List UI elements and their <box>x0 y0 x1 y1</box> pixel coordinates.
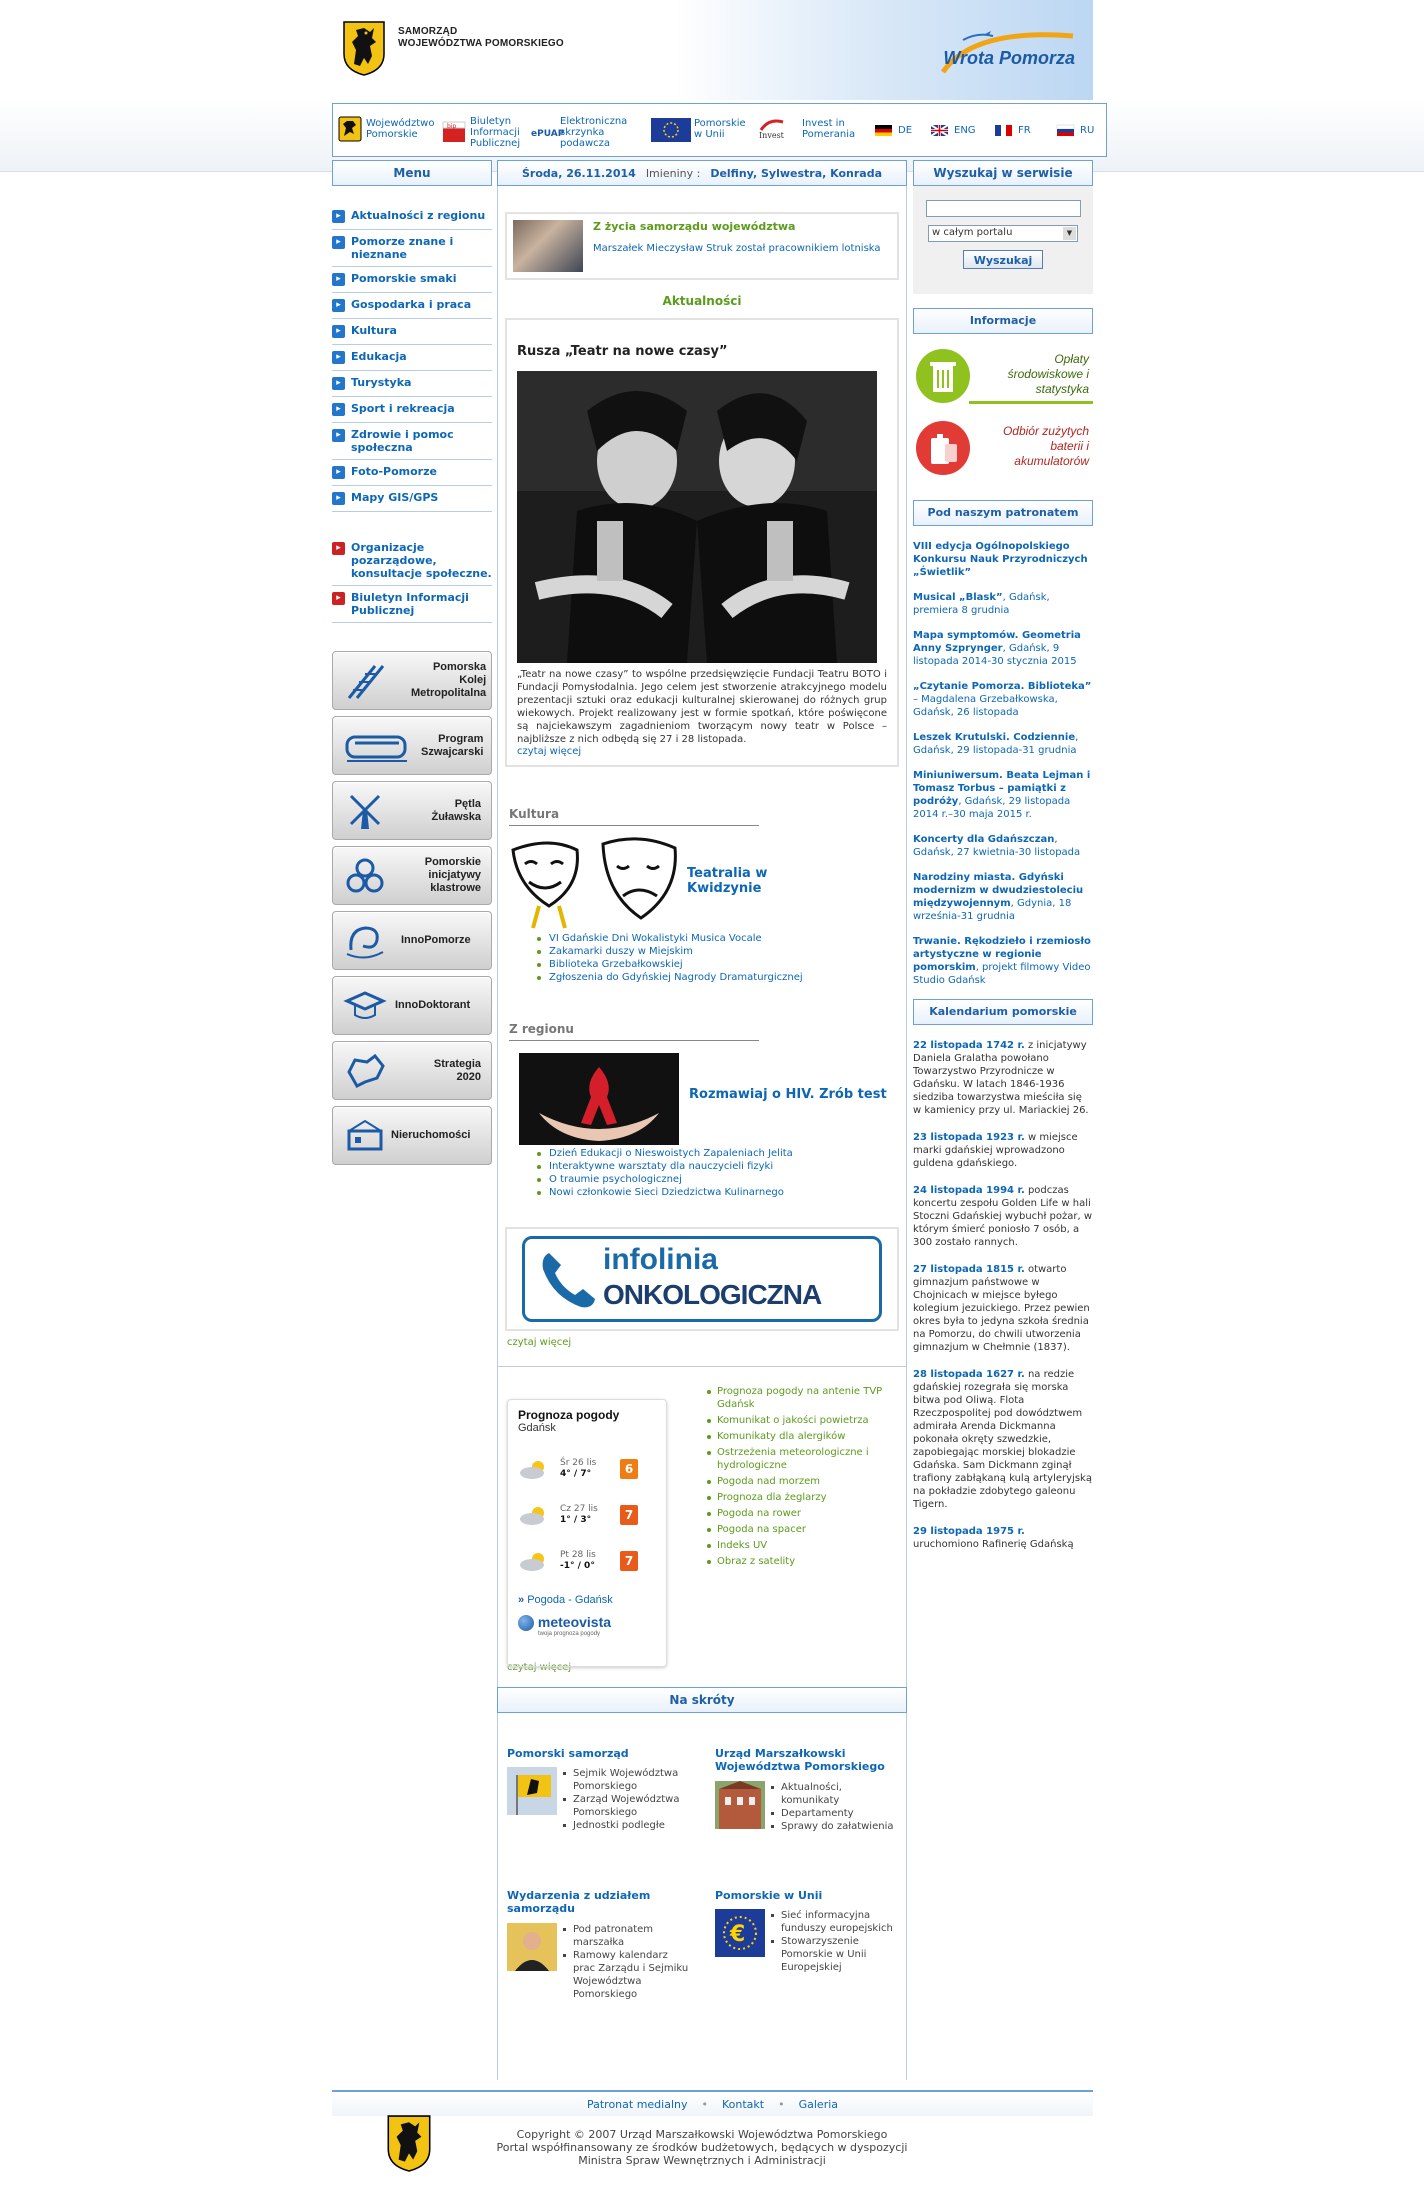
list-item[interactable]: Sieć informacyjna funduszy europejskich <box>771 1909 901 1935</box>
site-header <box>332 0 1093 100</box>
arrow-bullet-icon: ▸ <box>332 299 345 312</box>
map-region-icon <box>345 1052 385 1090</box>
list-item[interactable]: Zgłoszenia do Gdyńskiej Nagrody Dramaturgicznej <box>537 971 907 984</box>
menu-header: Menu <box>332 160 492 186</box>
patronat-item-title: Musical „Blask” <box>913 592 1003 603</box>
person-photo-icon[interactable] <box>507 1923 557 1971</box>
link-epuap[interactable] <box>531 116 638 149</box>
promo-buttons <box>332 651 492 1165</box>
patronat-item-title: Mapa symptomów. Geometria Anny Szprynger <box>913 630 1081 654</box>
current-date: Środa, 26.11.2014 <box>522 166 636 180</box>
footer-links <box>332 2090 1093 2116</box>
infolinia-line1: infolinia <box>603 1243 718 1276</box>
patronat-item-details: , Gdańsk, 27 kwietnia-30 listopada <box>913 834 1081 858</box>
svg-text:Invest: Invest <box>759 131 784 140</box>
zycie-link[interactable]: Marszałek Mieczysław Struk został pracownikiem lotniska <box>593 243 881 254</box>
crest-icon <box>337 116 363 142</box>
flag-de-icon <box>875 125 892 136</box>
search-scope-select[interactable]: w całym portalu ▼ <box>928 225 1078 242</box>
weather-day <box>518 1492 656 1538</box>
menu-label: Aktualności z regionu <box>351 209 486 222</box>
kultura-feature-title[interactable]: Teatralia w Kwidzynie <box>687 866 768 896</box>
weather-city: Gdańsk <box>518 1422 556 1434</box>
trash-bin-icon <box>915 348 971 404</box>
svg-text:ePUAP: ePUAP <box>531 128 565 139</box>
kalendarium-item <box>913 1131 1093 1170</box>
news-photo[interactable] <box>517 371 877 663</box>
partly-cloudy-icon <box>518 1459 550 1479</box>
patronat-item-title: Leszek Krutulski. Codziennie <box>913 732 1076 743</box>
epuap-icon <box>531 120 565 146</box>
list-item[interactable]: Ostrzeżenia meteorologiczne i hydrologiczne <box>707 1446 902 1472</box>
menu-label: Edukacja <box>351 350 407 363</box>
weather-day <box>518 1446 656 1492</box>
skroty-list <box>771 1909 901 1974</box>
promo-strategia[interactable] <box>332 1041 492 1100</box>
list-item[interactable]: Nowi członkowie Sieci Dziedzictwa Kulinarnego <box>537 1186 907 1199</box>
patronat-item-details: , Gdynia, 18 września-31 grudnia <box>913 898 1072 922</box>
kalendarium-text: podczas koncertu zespołu Golden Life w hali Stoczni Gdańskiej wybuchł pożar, w którym śmierć poniosło 7 osób, a 300 zostało rannych. <box>913 1185 1093 1248</box>
news-more-link[interactable]: czytaj więcej <box>517 746 582 757</box>
list-item[interactable]: Stowarzyszenie Pomorskie w Unii Europejskiej <box>771 1935 901 1974</box>
patronat-item-details: , Gdańsk, premiera 8 grudnia <box>913 592 1050 616</box>
region-section-title[interactable]: Z regionu <box>509 1022 759 1041</box>
lang-label: RU <box>1080 125 1095 136</box>
theatre-masks-icon <box>509 836 685 932</box>
lang-ru[interactable] <box>1057 125 1094 136</box>
menu-item-aktualnosci[interactable] <box>332 204 492 230</box>
nameday-label: Imieniny : <box>645 166 701 180</box>
info-banner-text: Opłaty środowiskowe i statystyka <box>1007 352 1089 396</box>
partly-cloudy-icon <box>518 1551 550 1571</box>
kalendarium-date[interactable]: 29 listopada 1975 r. <box>913 1526 1025 1537</box>
weather-section <box>497 1366 907 1674</box>
patronat-item[interactable] <box>913 680 1093 719</box>
weather-day <box>518 1538 656 1584</box>
weather-city-link[interactable] <box>518 1594 656 1606</box>
skroty-list <box>563 1923 693 2001</box>
promo-label: Program Szwajcarski <box>421 732 484 758</box>
list-item[interactable]: Pogoda na spacer <box>707 1523 902 1536</box>
arrow-bullet-icon: ▸ <box>332 429 345 442</box>
link-wojewodztwo[interactable] <box>337 116 435 142</box>
kalendarium-date[interactable]: 27 listopada 1815 r. <box>913 1264 1025 1275</box>
arrow-bullet-icon: ▸ <box>332 273 345 286</box>
patronat-item[interactable] <box>913 540 1093 579</box>
list-item[interactable]: Biblioteka Grzebałkowskiej <box>537 958 907 971</box>
list-item[interactable]: Pod patronatem marszałka <box>563 1923 693 1949</box>
patronat-item-details: , Gdańsk, 9 listopada 2014-30 stycznia 2015 <box>913 643 1077 667</box>
featured-news <box>505 318 899 767</box>
kalendarium-text: otwarto gimnazjum państwowe w Chojnicach w miejsce byłego kolegium jezuickiego. Przez pewien okres była to jedyna szkoła średnia na Pomorzu, do chwili utworzenia gimnazjum w Chełmnie (1837). <box>913 1264 1090 1353</box>
skroty-title[interactable]: Urząd Marszałkowski Województwa Pomorskiego <box>715 1747 885 1773</box>
region-feature[interactable] <box>509 1051 907 1147</box>
lang-fr[interactable] <box>995 125 1031 136</box>
weather-temp: 1° / 3° <box>560 1515 592 1525</box>
menu-label: Biuletyn Informacji Publicznej <box>351 591 469 617</box>
weather-day-info <box>560 1458 620 1480</box>
arrow-bullet-icon: ▸ <box>332 466 345 479</box>
promo-innopomorze[interactable] <box>332 911 492 970</box>
menu-item-organizacje[interactable] <box>332 536 492 586</box>
skroty-list <box>563 1767 693 1832</box>
menu-item-bip[interactable] <box>332 586 492 623</box>
zycie-samorzadu-box[interactable] <box>505 212 899 280</box>
weather-day-info <box>560 1550 620 1572</box>
lang-de[interactable] <box>875 125 912 136</box>
link-eu[interactable] <box>651 116 754 142</box>
right-column <box>913 160 1093 1565</box>
kalendarium-item <box>913 1263 1093 1354</box>
weather-index-badge: 7 <box>620 1505 638 1525</box>
region-feature-title[interactable]: Rozmawiaj o HIV. Zrób test <box>689 1087 887 1102</box>
menu-item-smaki[interactable] <box>332 267 492 293</box>
patronat-item-title: Trwanie. Rękodzieło i rzemiosło artystyczne w regionie pomorskim <box>913 936 1091 973</box>
infolinia-card <box>522 1236 882 1322</box>
footer-line: Portal współfinansowany ze środków budżetowych, będących w dyspozycji <box>496 2141 908 2154</box>
patronat-list <box>913 540 1093 987</box>
double-chevron-icon: » <box>518 1594 525 1606</box>
info-underline <box>969 401 1093 404</box>
promo-label: Pomorska Kolej Metropolitalna <box>411 661 487 699</box>
news-title[interactable]: Rusza „Teatr na nowe czasy” <box>517 344 728 359</box>
hiv-ribbon-icon <box>519 1053 679 1145</box>
patronat-item-details: – Magdalena Grzebałkowska, Gdańsk, 26 listopada <box>913 694 1058 718</box>
patronat-item[interactable] <box>913 731 1093 757</box>
patronat-item-title: VIII edycja Ogólnopolskiego Konkursu Nauk Przyrodniczych „Świetlik” <box>913 541 1088 578</box>
arrow-bullet-icon: ▸ <box>332 210 345 223</box>
menu-item-zdrowie[interactable] <box>332 423 492 460</box>
promo-nieruchomosci[interactable] <box>332 1106 492 1165</box>
weather-day-label: Śr 26 lis <box>560 1458 597 1468</box>
patronat-item[interactable] <box>913 629 1093 668</box>
weather-links <box>707 1385 902 1571</box>
footer-link-galeria[interactable]: Galeria <box>798 2097 839 2111</box>
kalendarium-item <box>913 1039 1093 1117</box>
kalendarium-list <box>913 1039 1093 1551</box>
weather-title: Prognoza pogody <box>518 1408 620 1422</box>
list-item[interactable]: Dzień Edukacji o Nieswoistych Zapaleniach Jelita <box>537 1147 907 1160</box>
lang-label: ENG <box>954 125 976 136</box>
patronat-item[interactable] <box>913 833 1093 859</box>
search-input[interactable] <box>926 200 1081 217</box>
flag-ru-icon <box>1057 125 1074 136</box>
meteovista-globe-icon <box>518 1615 534 1631</box>
windmill-icon <box>345 792 385 830</box>
patronat-item[interactable] <box>913 871 1093 923</box>
arrow-bullet-icon: ▸ <box>332 325 345 338</box>
eu-flag-icon <box>651 116 691 142</box>
partner-links-bar <box>332 103 1107 157</box>
arrow-bullet-icon: ▸ <box>332 377 345 390</box>
building-icon <box>345 1117 385 1155</box>
info-banner-text: Odbiór zużytych baterii i akumulatorów <box>1002 424 1089 468</box>
euro-sign-icon[interactable] <box>715 1909 765 1957</box>
skroty-group-unia <box>715 1889 910 1973</box>
list-item[interactable]: Sejmik Województwa Pomorskiego <box>563 1767 693 1793</box>
menu-item-pomorze[interactable] <box>332 230 492 267</box>
kalendarium-header: Kalendarium pomorskie <box>913 999 1093 1025</box>
battery-icon <box>915 420 971 476</box>
link-invest[interactable] <box>757 116 864 142</box>
list-item[interactable]: Aktualności, komunikaty <box>771 1781 901 1807</box>
arrow-bullet-icon: ▸ <box>332 351 345 364</box>
kalendarium-date[interactable]: 23 listopada 1923 r. <box>913 1132 1025 1143</box>
griffin-crest-icon[interactable] <box>342 20 386 76</box>
main-menu <box>332 204 492 623</box>
list-item[interactable]: Obraz z satelity <box>707 1555 902 1568</box>
menu-item-gospodarka[interactable] <box>332 293 492 319</box>
footer-link-patronat[interactable]: Patronat medialny <box>586 2097 688 2111</box>
kalendarium-item <box>913 1368 1093 1511</box>
menu-label: Zdrowie i pomoc społeczna <box>351 428 454 454</box>
patronat-header: Pod naszym patronatem <box>913 500 1093 526</box>
link-label: Biuletyn Informacji Publicznej <box>470 116 521 149</box>
date-bar <box>497 160 907 186</box>
list-item[interactable]: O traumie psychologicznej <box>537 1173 907 1186</box>
train-icon <box>345 727 409 765</box>
list-item[interactable]: Zakamarki duszy w Miejskim <box>537 945 907 958</box>
kalendarium-text: w miejsce marki gdańskiej wprowadzono guldena gdańskiego. <box>913 1132 1078 1169</box>
list-item[interactable]: Interaktywne warsztaty dla nauczycieli fizyki <box>537 1160 907 1173</box>
menu-label: Kultura <box>351 324 397 337</box>
promo-label: Strategia 2020 <box>433 1057 481 1083</box>
infolinia-more-link[interactable]: czytaj więcej <box>507 1337 572 1348</box>
menu-item-edukacja[interactable] <box>332 345 492 371</box>
patronat-item-details: , Gdańsk, 29 listopada-31 grudnia <box>913 732 1079 756</box>
lang-label: DE <box>898 125 913 136</box>
link-label: Invest in Pomerania <box>802 118 856 140</box>
arrow-bullet-icon: ▸ <box>332 403 345 416</box>
arrow-bullet-icon: ▸ <box>332 542 345 555</box>
lang-label: FR <box>1018 125 1031 136</box>
innopomorze-icon <box>345 922 385 960</box>
kalendarium-text: z inicjatywy Daniela Gralatha powołano Towarzystwo Przyrodnicze w Gdańsku. W latach 1846-1936 siedziba towarzystwa mieściła się w kamienicy przy ul. Mariackiej 26. <box>913 1040 1089 1116</box>
list-item[interactable]: Pogoda na rower <box>707 1507 902 1520</box>
institution-line-2: WOJEWÓDZTWA POMORSKIEGO <box>398 38 564 49</box>
weather-more-link[interactable]: czytaj więcej <box>507 1662 572 1673</box>
arrow-bullet-icon: ▸ <box>332 592 345 605</box>
search-button[interactable]: Wyszukaj <box>963 250 1043 269</box>
footer-copyright <box>472 2128 932 2167</box>
link-label: Elektroniczna skrzynka podawcza <box>560 116 628 149</box>
menu-label: Turystyka <box>351 376 412 389</box>
skroty-title[interactable]: Pomorskie w Unii <box>715 1889 823 1902</box>
search-box <box>913 186 1093 294</box>
list-item[interactable]: Komunikaty dla alergików <box>707 1430 902 1443</box>
skroty-header: Na skróty <box>497 1687 907 1713</box>
list-item[interactable]: Indeks UV <box>707 1539 902 1552</box>
promo-pkm[interactable] <box>332 651 492 710</box>
patronat-item[interactable] <box>913 935 1093 987</box>
list-item[interactable]: VI Gdańskie Dni Wokalistyki Musica Vocale <box>537 932 907 945</box>
invest-icon <box>757 116 799 142</box>
patronat-item-title: Miniuniwersum. Beata Lejman i Tomasz Torbus – pamiątki z podróży <box>913 770 1091 807</box>
promo-label: Nieruchomości <box>391 1129 471 1141</box>
flag-fr-icon <box>995 125 1012 136</box>
zycie-title[interactable]: Z życia samorządu województwa <box>593 220 796 233</box>
menu-item-kultura[interactable] <box>332 319 492 345</box>
patronat-item-details: , Gdańsk, 29 listopada 2014 r.–30 maja 2015 r. <box>913 796 1071 820</box>
arrow-bullet-icon: ▸ <box>332 492 345 505</box>
meteovista-logo[interactable] <box>518 1614 656 1637</box>
weather-city-link-label: Pogoda - Gdańsk <box>527 1594 613 1606</box>
skroty-title[interactable]: Wydarzenia z udziałem samorządu <box>507 1889 651 1915</box>
kultura-list <box>537 932 907 984</box>
left-column <box>332 160 492 1171</box>
kalendarium-item <box>913 1525 1093 1551</box>
menu-label: Foto-Pomorze <box>351 465 437 478</box>
skroty-title[interactable]: Pomorski samorząd <box>507 1747 629 1760</box>
menu-spacer <box>332 512 492 536</box>
skroty-group-wydarzenia <box>507 1889 702 2000</box>
weather-day-label: Cz 27 lis <box>560 1504 598 1514</box>
nameday-names: Delfiny, Sylwestra, Konrada <box>710 166 882 180</box>
weather-day-label: Pt 28 lis <box>560 1550 596 1560</box>
list-item[interactable]: Zarząd Województwa Pomorskiego <box>563 1793 693 1819</box>
menu-label: Gospodarka i praca <box>351 298 472 311</box>
weather-widget[interactable] <box>507 1399 667 1667</box>
infolinia-line2: ONKOLOGICZNA <box>603 1279 822 1310</box>
meteovista-tagline: twoja prognoza pogody <box>538 1631 601 1638</box>
news-section-title: Aktualności <box>662 294 742 308</box>
footer-line: Ministra Spraw Wewnętrznych i Administracji <box>578 2154 826 2167</box>
kalendarium-date[interactable]: 22 listopada 1742 r. <box>913 1040 1025 1051</box>
informacje-header: Informacje <box>913 308 1093 334</box>
list-item[interactable]: Jednostki podległe <box>563 1819 693 1832</box>
list-item[interactable]: Ramowy kalendarz prac Zarządu i Sejmiku Województwa Pomorskiego <box>563 1949 693 2001</box>
kultura-section-title[interactable]: Kultura <box>509 807 759 826</box>
skroty-group-urzad <box>715 1747 910 1832</box>
site-footer <box>332 2090 1093 2167</box>
skroty-grid <box>497 1747 907 2047</box>
kalendarium-date[interactable]: 28 listopada 1627 r. <box>913 1369 1025 1380</box>
center-column <box>497 160 907 2047</box>
footer-separator: • <box>778 2097 785 2111</box>
link-bip[interactable] <box>441 116 530 149</box>
menu-item-sport[interactable] <box>332 397 492 423</box>
info-banner-baterie[interactable] <box>913 416 1093 478</box>
link-label: Województwo Pomorskie <box>366 118 435 140</box>
promo-klastry[interactable] <box>332 846 492 905</box>
list-item[interactable]: Komunikat o jakości powietrza <box>707 1414 902 1427</box>
weather-index-badge: 7 <box>620 1551 638 1571</box>
menu-label: Pomorskie smaki <box>351 272 457 285</box>
region-list <box>537 1147 907 1199</box>
footer-line: Copyright © 2007 Urząd Marszałkowski Województwa Pomorskiego <box>516 2128 888 2141</box>
promo-label: InnoPomorze <box>401 934 471 946</box>
skroty-list <box>771 1781 901 1833</box>
partly-cloudy-icon <box>518 1505 550 1525</box>
flag-photo-icon[interactable] <box>507 1767 557 1815</box>
patronat-item-title: „Czytanie Pomorza. Biblioteka” <box>913 681 1092 692</box>
news-description: „Teatr na nowe czasy” to wspólne przedsięwzięcie Fundacji Teatru BOTO i Fundacji Pomysłodalnia. Jego celem jest stworzenie atrakcyjnego modelu prezentacji sztuki oraz edukacji kulturalnej skierowanej do różnych grup wiekowych. Projekt realizowany jest w formie spotkań, które poświęcone są najciekawszym zagadnieniom tworzącym nowy teatr w Polsce – najbliższe z nich odbędą się 27 i 28 listopada. <box>517 669 887 745</box>
railway-icon <box>345 662 385 700</box>
cluster-icon <box>345 857 385 895</box>
list-item[interactable]: Prognoza pogody na antenie TVP Gdańsk <box>707 1385 902 1411</box>
meteovista-name: meteovista <box>537 1614 612 1630</box>
kalendarium-text: na redzie gdańskiej rozegrała się morska bitwa pod Oliwą. Flota Rzeczpospolitej pod dowództwem admirała Arenda Dickmanna pokonała okręty szwedzkie, zapobiegając morskiej blokadzie Gdańska. Sam Dickmann zginął trafiony zabłąkaną kulą artyleryjską na pokładzie zdobytego galeonu Tigern. <box>913 1369 1092 1510</box>
kalendarium-text: uruchomiono Rafinerię Gdańską <box>913 1539 1074 1550</box>
menu-label: Sport i rekreacja <box>351 402 455 415</box>
footer-link-kontakt[interactable]: Kontakt <box>722 2097 765 2111</box>
footer-separator: • <box>701 2097 708 2111</box>
phone-handset-icon <box>539 1247 599 1313</box>
weather-temp: 4° / 7° <box>560 1469 592 1479</box>
griffin-crest-icon <box>386 2114 432 2172</box>
building-photo-icon[interactable] <box>715 1781 765 1829</box>
weather-temp: -1° / 0° <box>560 1561 595 1571</box>
list-item[interactable]: Pogoda nad morzem <box>707 1475 902 1488</box>
info-banner-oplaty[interactable] <box>913 344 1093 406</box>
promo-szwajcarski[interactable] <box>332 716 492 775</box>
weather-day-info <box>560 1504 620 1526</box>
institution-name[interactable] <box>398 26 564 50</box>
list-item[interactable]: Sprawy do załatwienia <box>771 1820 901 1833</box>
link-label: Pomorskie w Unii <box>694 118 746 140</box>
promo-innodoktorant[interactable] <box>332 976 492 1035</box>
search-header: Wyszukaj w serwisie <box>913 160 1093 186</box>
patronat-item-title: Narodziny miasta. Gdyński modernizm w dwudziestoleciu międzywojennym <box>913 872 1084 909</box>
menu-item-turystyka[interactable] <box>332 371 492 397</box>
menu-label: Organizacje pozarządowe, konsultacje społeczne. <box>351 541 492 580</box>
menu-item-mapy[interactable] <box>332 486 492 512</box>
list-item[interactable]: Prognoza dla żeglarzy <box>707 1491 902 1504</box>
kalendarium-date[interactable]: 24 listopada 1994 r. <box>913 1185 1025 1196</box>
bip-icon <box>441 120 467 146</box>
patronat-item-title: Koncerty dla Gdańszczan <box>913 834 1055 845</box>
kalendarium-item <box>913 1184 1093 1249</box>
promo-label: Pomorskie inicjatywy klastrowe <box>424 856 481 894</box>
svg-text:bip: bip <box>447 122 457 130</box>
zycie-photo[interactable] <box>513 220 583 272</box>
arrow-bullet-icon: ▸ <box>332 236 345 249</box>
weather-index-badge: 6 <box>620 1459 638 1479</box>
institution-line-1: SAMORZĄD <box>398 26 458 37</box>
menu-label: Mapy GIS/GPS <box>351 491 439 504</box>
graduation-cap-icon <box>345 987 385 1025</box>
skroty-group-samorzad <box>507 1747 702 1831</box>
svg-text:€: € <box>730 1922 746 1947</box>
menu-item-foto[interactable] <box>332 460 492 486</box>
promo-label: InnoDoktorant <box>395 999 471 1011</box>
infolinia-banner[interactable] <box>505 1227 899 1331</box>
promo-label: Pętla Żuławska <box>431 797 481 823</box>
menu-label: Pomorze znane i nieznane <box>351 235 454 261</box>
list-item[interactable]: Departamenty <box>771 1807 901 1820</box>
wrota-logo[interactable]: Wrota Pomorza <box>943 48 1075 68</box>
flag-uk-icon <box>931 125 948 136</box>
lang-eng[interactable] <box>931 125 976 136</box>
patronat-item[interactable] <box>913 769 1093 821</box>
kultura-feature[interactable] <box>509 836 907 932</box>
patronat-item[interactable] <box>913 591 1093 617</box>
patronat-item-details: , projekt filmowy Video Studio Gdańsk <box>913 962 1091 986</box>
promo-petla[interactable] <box>332 781 492 840</box>
